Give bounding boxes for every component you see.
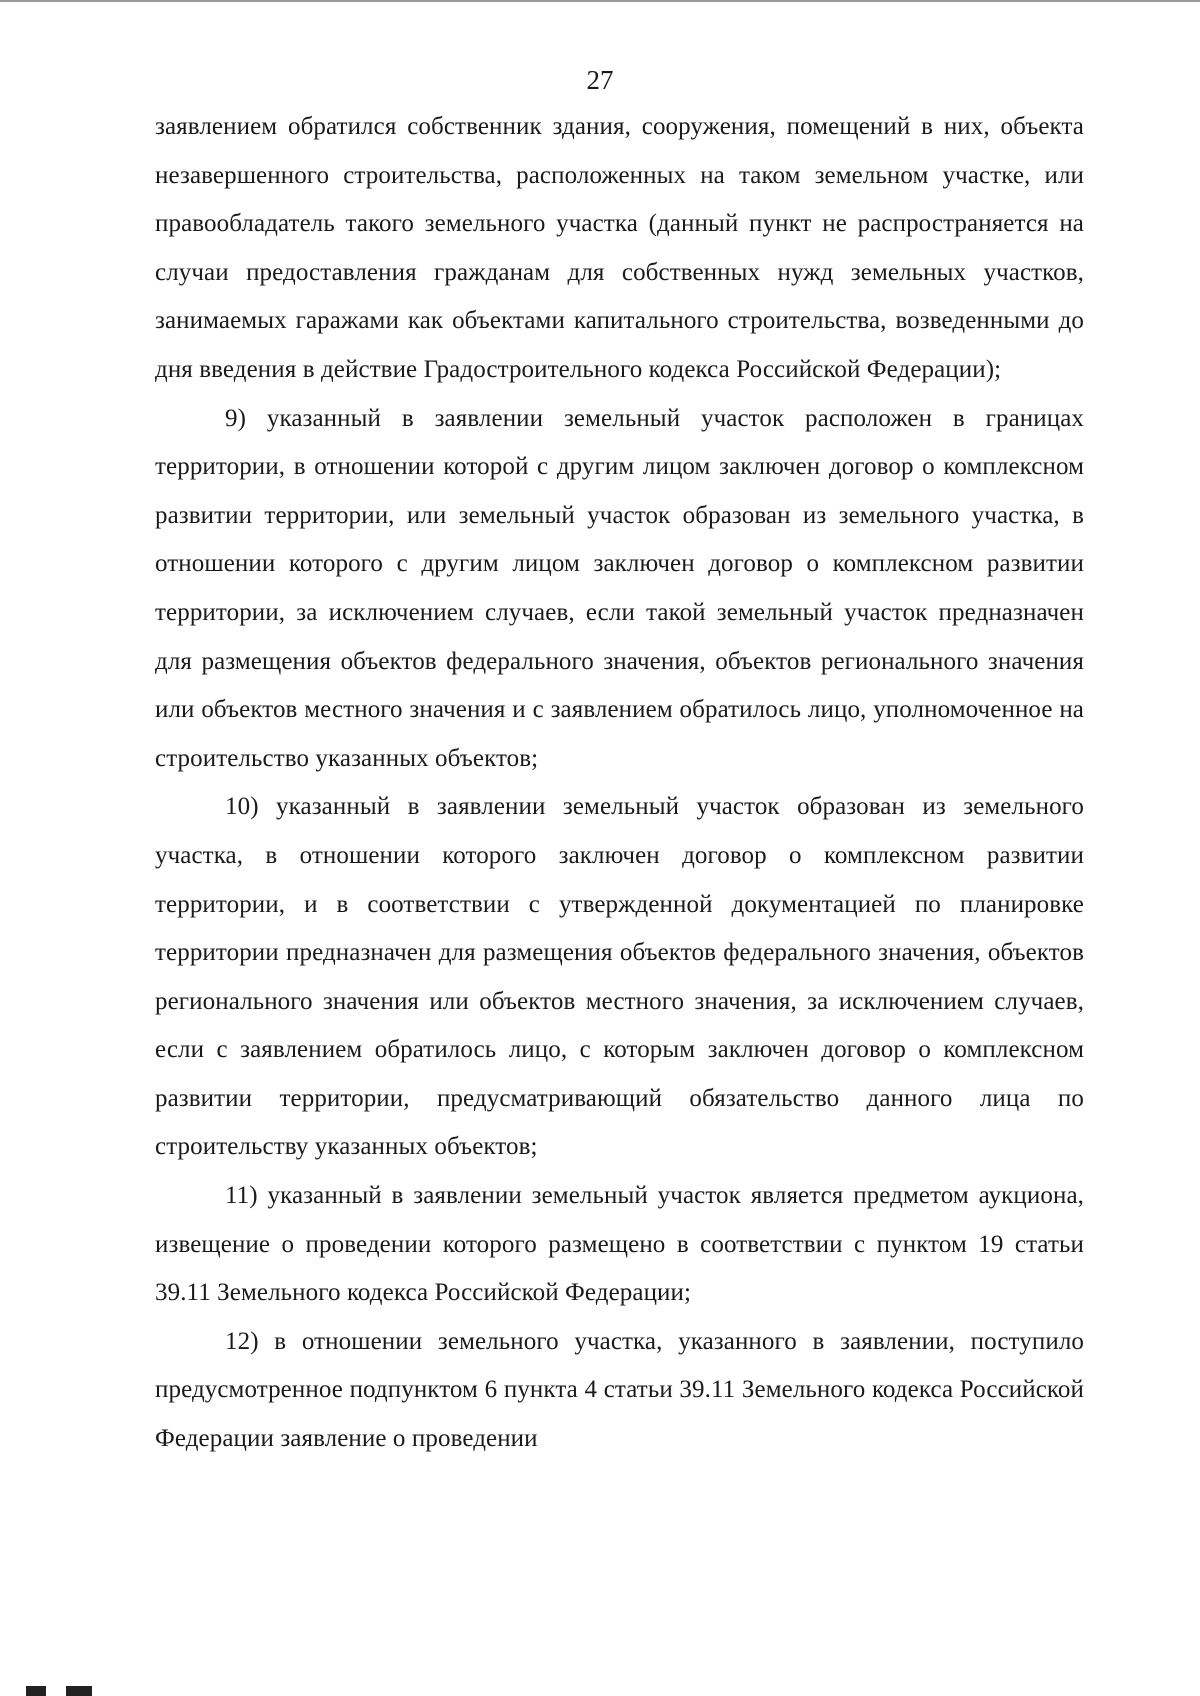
page-number: 27 (586, 65, 614, 95)
paragraph-item-11: 11) указанный в заявлении земельный участок является предметом аукциона, извещение о проведении которого размещено в соответствии с пунктом 19 статьи 39.11 Земельного кодекса Российской Федерации; (155, 1182, 1084, 1307)
document-body (155, 103, 1084, 1464)
paragraph-item-10: 10) указанный в заявлении земельный участок образован из земельного участка, в отношении которого заключен договор о комплексном развитии территории, и в соответствии с утвержденной документацией по планировке территории предназначен для размещения объектов федерального значения, объектов регионального значения или объектов местного значения, за исключением случаев, если с заявлением обратилось лицо, с которым заключен договор о комплексном развитии территории, предусматривающий обязательство данного лица по строительству указанных объектов; (155, 793, 1084, 1161)
paragraph-item-9: 9) указанный в заявлении земельный участок расположен в границах территории, в отношении которой с другим лицом заключен договор о комплексном развитии территории, или земельный участок образован из земельного участка, в отношении которого с другим лицом заключен договор о комплексном развитии территории, за исключением случаев, если такой земельный участок предназначен для размещения объектов федерального значения, объектов регионального значения или объектов местного значения и с заявлением обратилось лицо, уполномоченное на строительство указанных объектов; (155, 404, 1084, 772)
top-border-line (0, 0, 1200, 2)
scan-corner-mark (26, 1686, 96, 1696)
paragraph-continuation: заявлением обратился собственник здания, сооружения, помещений в них, объекта незавершенного строительства, расположенных на таком земельном участке, или правообладатель такого земельного участка (данный пункт не распространяется на случаи предоставления гражданам для собственных нужд земельных участков, занимаемых гаражами как объектами капитального строительства, возведенными до дня введения в действие Градостроительного кодекса Российской Федерации); (155, 113, 1084, 383)
paragraph-item-12: 12) в отношении земельного участка, указанного в заявлении, поступило предусмотренное подпунктом 6 пункта 4 статьи 39.11 Земельного кодекса Российской Федерации заявление о проведении (155, 1327, 1084, 1453)
